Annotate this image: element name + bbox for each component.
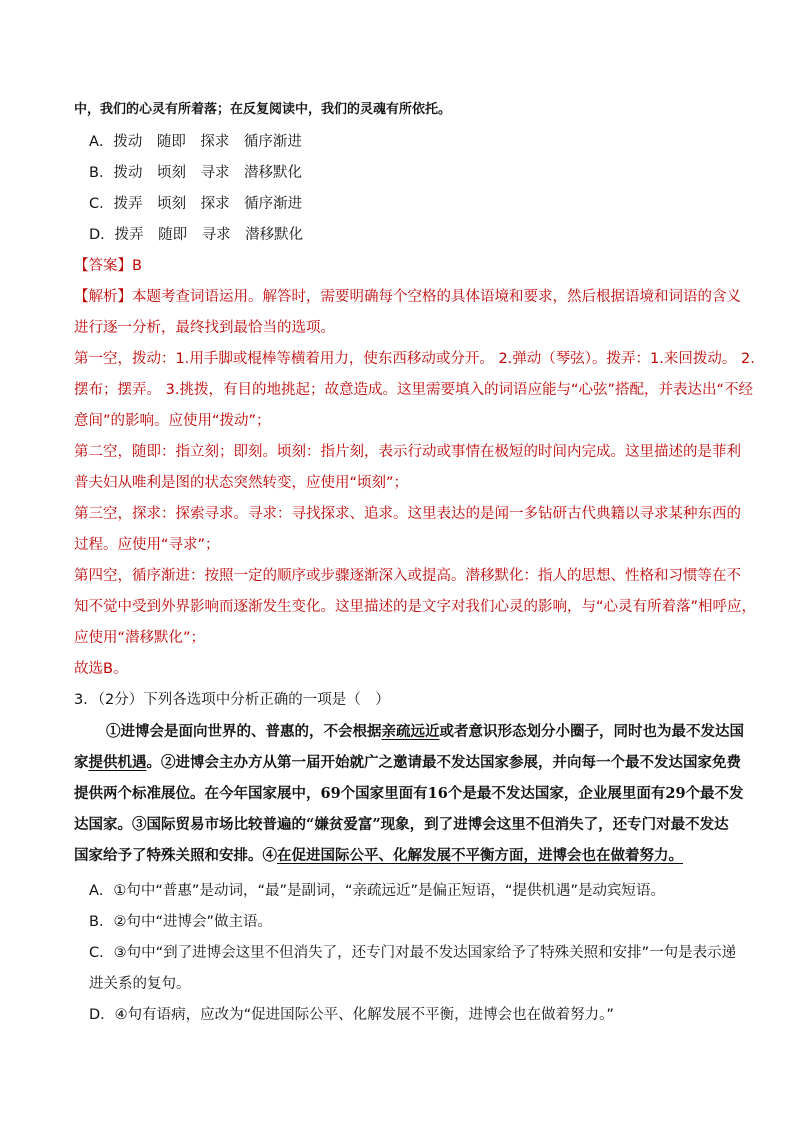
passage-line: ①进博会是面向世界的、普惠的，不会根据亲疏远近或者意识形态划分小圈子，同时也为最不发达国 [106,723,744,740]
analysis-line-4: 摆布；摆弄。 3.挑拨，有目的地挑起；故意造成。这里需要填入的词语应能与“心弦”搭配，并表达出“不经 [74,382,753,398]
q3-option-b: B．②句中“进博会”做主语。 [89,914,272,930]
question-3-title: 3．（2分）下列各选项中分析正确的一项是（ ） [74,692,390,708]
analysis-line-3: 第一空，拨动：1.用手脚或棍棒等横着用力，使东西移动或分开。 2.弹动（琴弦）。拨弄：1.来回拨动。 2. [74,351,755,367]
passage-line: 家提供机遇。②进博会主办方从第一届开始就广之邀请最不发达国家参展，并向每一个最不发达国家免费 [74,754,741,771]
q2-option-d: D．拨弄 随即 寻求 潜移默化 [89,227,304,243]
q3-option-c: C．③句中“到了进博会这里不但消失了，还专门对最不发达国家给予了特殊关照和安排”一句是表示递 [89,945,737,961]
analysis-line-7: 普夫妇从唯利是图的状态突然转变，应使用“顷刻”； [74,475,409,491]
q2-option-c: C．拨弄 顷刻 探求 循序渐进 [89,196,303,212]
question-3-passage [74,716,744,871]
analysis-line-12: 应使用“潜移默化”； [74,630,206,646]
analysis-line-10: 第四空，循序渐进：按照一定的顺序或步骤逐渐深入或提高。潜移默化：指人的思想、性格和习惯等在不 [74,568,741,584]
analysis-line-13: 故选B。 [74,661,128,677]
passage-line: 国家给予了特殊关照和安排。④在促进国际公平、化解发展不平衡方面，进博会也在做着努力。 [74,847,683,864]
analysis-line-2: 进行逐一分析，最终找到最恰当的选项。 [74,320,335,336]
answer-tag: 【答案】 [74,258,132,274]
analysis-line-5: 意间”的影响。应使用“拨动”； [74,413,271,429]
analysis-line-11: 知不觉中受到外界影响而逐渐发生变化。这里描述的是文字对我们心灵的影响，与“心灵有所着落”相呼应， [74,599,757,615]
analysis-line-1: 【解析】本题考查词语运用。解答时，需要明确每个空格的具体语境和要求，然后根据语境和词语的含义 [74,289,741,305]
analysis-line-9: 过程。应使用“寻求”； [74,537,220,553]
answer-line [74,256,142,276]
answer-value: B [132,258,142,274]
q3-option-d: D．④句有语病，应改为“促进国际公平、化解发展不平衡，进博会也在做着努力。” [89,1007,614,1023]
q2-option-a: A．拨动 随即 探求 循序渐进 [89,134,302,150]
passage-line: 达国家。③国际贸易市场比较普遍的“嫌贫爱富”现象，到了进博会这里不但消失了，还专门对最不发达 [74,816,729,833]
analysis-tag: 【解析】 [74,289,132,305]
q2-option-b: B．拨动 顷刻 寻求 潜移默化 [89,165,302,181]
analysis-line-8: 第三空，探求：探索寻求。寻求：寻找探求、追求。这里表达的是闻一多钻研古代典籍以寻求某种东西的 [74,506,741,522]
passage-line: 提供两个标准展位。在今年国家展中，69个国家里面有16个是最不发达国家，企业展里面有29个最不发 [74,785,744,802]
question-2-tail: 中，我们的心灵有所着落；在反复阅读中，我们的灵魂有所依托。 [74,102,452,117]
analysis-line-6: 第二空，随即：指立刻；即刻。顷刻：指片刻，表示行动或事情在极短的时间内完成。这里描述的是菲利 [74,444,741,460]
q3-option-c-cont: 进关系的复句。 [89,976,191,992]
q3-option-a: A．①句中“普惠”是动词，“最”是副词，“亲疏远近”是偏正短语，“提供机遇”是动宾短语。 [89,883,666,899]
